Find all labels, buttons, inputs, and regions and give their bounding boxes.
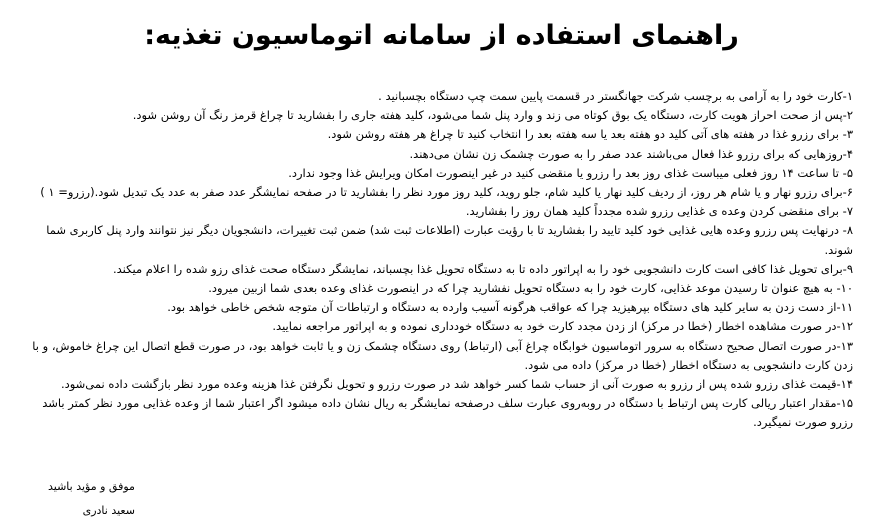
list-item: ۱۳-در صورت اتصال صحیح دستگاه به سرور اتوماسیون خوابگاه چراغ آبی (ارتباط) روی دستگاه چشمک زن و یا ثابت خواهد بود، در صورت قطع اتصال این چراغ خاموش، و با زدن کارت دانشجویی به دستگاه اخطار (خطا در مرکز) داده می شود.: [32, 338, 853, 372]
list-item: ۹-برای تحویل غذا کافی است کارت دانشجویی خود را به اپراتور داده تا به دستگاه تحویل غذا بچسباند، نمایشگر دستگاه صحت غذای رزو شده را اعلام میکند.: [112, 261, 853, 276]
list-item: ۱۵-مقدار اعتبار ریالی کارت پس ارتباط با دستگاه در روبه‌روی عبارت سلف درصفحه نمایشگر به ریال نشان داده میشود اگر اعتبار شما از وعده غذایی مورد نظر کمتر باشد رزرو صورت نمیگیرد.: [42, 396, 853, 430]
list-item: ۱۰- به هیچ عنوان تا رسیدن موعد غذایی، کارت خود را به دستگاه تحویل نفشارید چرا که در اینصورت غذای وعده بعدی شما ازبین میرود.: [208, 281, 853, 296]
list-item: ۱۲-در صورت مشاهده اخطار (خطا در مرکز) از زدن مجدد کارت خود به دستگاه خودداری نموده و به اپراتور مراجعه نمایید.: [272, 319, 853, 334]
closing-text: موفق و مؤید باشید: [48, 480, 135, 493]
list-item: ۷- برای منقضی کردن وعده ی غذایی رزرو شده مجدداً کلید همان روز را بفشارید.: [465, 204, 853, 219]
instructions-list: [27, 87, 853, 433]
page-title: راهنمای استفاده از سامانه اتوماسیون تغذیه:: [144, 20, 739, 51]
list-item: ۴-روزهایی که برای رزرو غذا فعال می‌باشند عدد صفر را به صورت چشمک زن نشان می‌دهند.: [409, 146, 853, 161]
list-item: ۲-پس از صحت احراز هویت کارت، دستگاه یک بوق کوتاه می زند و وارد پنل شما می‌شود، کلید هفته جاری را بفشارید تا چراغ قرمز رنگ آن روشن شود.: [132, 108, 853, 123]
list-item: ۵- تا ساعت ۱۴ روز فعلی میباست غذای روز بعد را رزرو یا منقضی کنید در غیر اینصورت امکان ویرایش غذا وجود ندارد.: [288, 165, 853, 180]
list-item: ۸- درنهایت پس رزرو وعده هایی غذایی خود کلید تایید را بفشارید تا با رؤیت عبارت (اطلاعات ثبت شد) ضمن ثبت تغییرات، دانشجویان دیگر نیز نتوانند وارد پنل کاربری شما شوند.: [46, 223, 853, 257]
list-item: ۶-برای رزرو نهار و یا شام هر روز، از ردیف کلید نهار یا کلید شام، جلو روید، کلید روز مورد نظر را بفشارید تا در صفحه نمایشگر عدد صفر به عدد یک تبدیل شود.(رزرو= ۱ ): [40, 185, 853, 200]
signature-block: [48, 475, 135, 523]
list-item: ۱-کارت خود را به آرامی به برچسب شرکت جهانگستر در قسمت پایین سمت چپ دستگاه بچسبانید .: [378, 89, 853, 103]
list-item: ۱۴-قیمت غذای رزرو شده پس از رزرو به صورت آنی از حساب شما کسر خواهد شد در صورت رزرو و تحویل نگرفتن غذا هزینه وعده مورد نظر بازگشت داده نمی‌شود.: [60, 377, 853, 392]
list-item: ۱۱-از دست زدن به سایر کلید های دستگاه بپرهیزید چرا که عواقب هرگونه آسیب وارده به دستگاه و ارتباطات آن متوجه شخص خاطی خواهد بود.: [167, 300, 853, 315]
author-name: سعید نادری: [82, 504, 135, 517]
list-item: ۳- برای رزرو غذا در هفته های آتی کلید دو هفته بعد یا سه هفته بعد را انتخاب کنید تا چراغ هر هفته روشن شود.: [327, 127, 853, 142]
